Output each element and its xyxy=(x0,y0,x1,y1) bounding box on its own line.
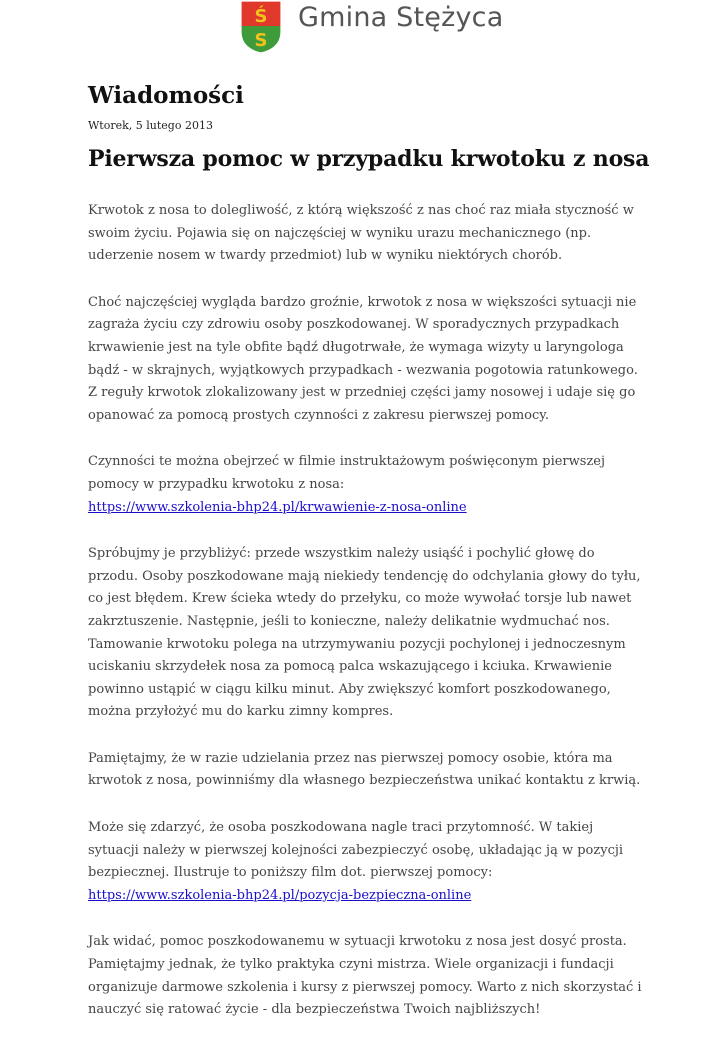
coat-of-arms-logo[interactable] xyxy=(240,0,282,54)
article xyxy=(88,80,648,1046)
section-heading: Wiadomości xyxy=(88,82,244,109)
article-title: Pierwsza pomoc w przypadku krwotoku z nosa xyxy=(88,146,650,172)
svg-text:Ś: Ś xyxy=(254,6,268,27)
paragraph-intro: Krwotok z nosa to dolegliwość, z którą większość z nas choć raz miała styczność w swoim życiu. Pojawia się on najczęściej w wyniku urazu mechanicznego (np. uderzenie nosem w twardy przedmiot) lub w wyniku niektórych chorób. xyxy=(88,203,634,264)
site-brand-name[interactable]: Gmina Stężyca xyxy=(298,2,504,33)
svg-text:S: S xyxy=(254,30,268,51)
site-header xyxy=(0,0,725,60)
article-body xyxy=(88,200,648,1022)
link-krwawienie-z-nosa[interactable]: https://www.szkolenia-bhp24.pl/krwawienie-z-nosa-online xyxy=(88,499,467,515)
paragraph-video-2-text: Może się zdarzyć, że osoba poszkodowana nagle traci przytomność. W takiej sytuacji należy w pierwszej kolejności zabezpieczyć osobę, układając ją w pozycji bezpiecznej. Ilustruje to poniższy film dot. pierwszej pomocy: xyxy=(88,820,624,881)
paragraph-video-2 xyxy=(88,817,648,907)
paragraph-procedure: Spróbujmy je przybliżyć: przede wszystkim należy usiąść i pochylić głowę do przodu. Osoby poszkodowane mają niekiedy tendencję do odchylania głowy do tyłu, co jest błędem. Krew ścieka wtedy do przełyku, co może wywołać torsje lub nawet zakrztuszenie. Następnie, jeśli to konieczne, należy delikatnie wydmuchać nos. Tamowanie krwotoku polega na utrzymywaniu pozycji pochylonej i jednoczesnym uciskaniu skrzydełek nosa za pomocą palca wskazującego i kciuka. Krwawienie powinno ustąpić w ciągu kilku minut. Aby zwiększyć komfort poszkodowanego, można przyłożyć mu do karku zimny kompres. xyxy=(88,546,641,720)
link-pozycja-bezpieczna[interactable]: https://www.szkolenia-bhp24.pl/pozycja-bezpieczna-online xyxy=(88,887,472,903)
article-date: Wtorek, 5 lutego 2013 xyxy=(88,119,213,132)
paragraph-video-1-text: Czynności te można obejrzeć w filmie instruktażowym poświęconym pierwszej pomocy w przypadku krwotoku z nosa: xyxy=(88,454,606,492)
paragraph-video-1 xyxy=(88,451,648,519)
paragraph-safety: Pamiętajmy, że w razie udzielania przez nas pierwszej pomocy osobie, która ma krwotok z nosa, powinniśmy dla własnego bezpieczeństwa unikać kontaktu z krwią. xyxy=(88,750,641,789)
paragraph-conclusion: Jak widać, pomoc poszkodowanemu w sytuacji krwotoku z nosa jest dosyć prosta. Pamiętajmy jednak, że tylko praktyka czyni mistrza. Wiele organizacji i fundacji organizuje darmowe szkolenia i kursy z pierwszej pomocy. Warto z nich skorzystać i nauczyć się ratować życie - dla bezpieczeństwa Twoich najbliższych! xyxy=(88,934,642,1018)
paragraph-severity: Choć najczęściej wygląda bardzo groźnie, krwotok z nosa w większości sytuacji nie zagraża życiu czy zdrowiu osoby poszkodowanej. W sporadycznych przypadkach krwawienie jest na tyle obfite bądź długotrwałe, że wymaga wizyty u laryngologa bądź - w skrajnych, wyjątkowych przypadkach - wezwania pogotowia ratunkowego. Z reguły krwotok zlokalizowany jest w przedniej części jamy nosowej i udaje się go opanować za pomocą prostych czynności z zakresu pierwszej pomocy. xyxy=(88,294,638,423)
